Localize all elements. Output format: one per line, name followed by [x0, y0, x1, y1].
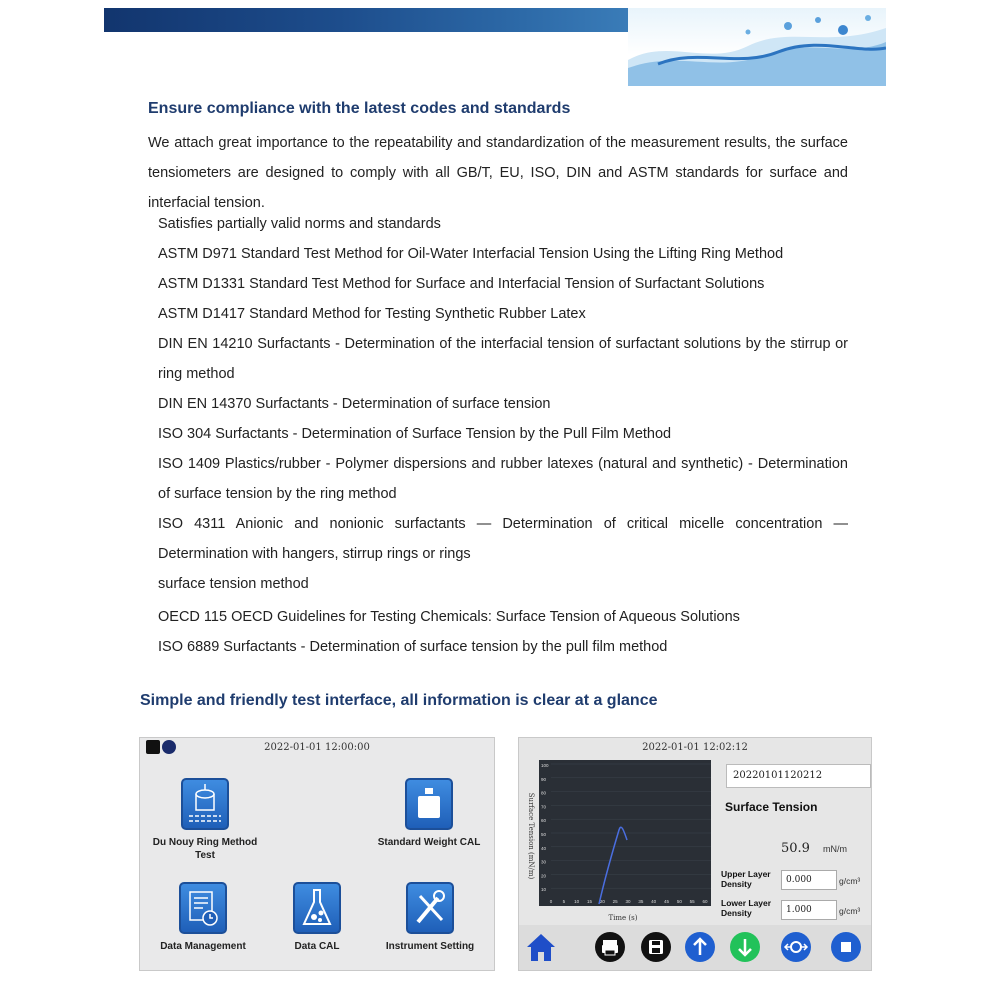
upper-density-label: Upper Layer Density	[721, 869, 771, 889]
y-tick-label: 90	[541, 776, 547, 782]
compliance-heading: Ensure compliance with the latest codes and standards	[148, 100, 571, 117]
zero-icon	[781, 932, 811, 962]
x-tick-label: 15	[586, 899, 593, 904]
y-tick-label: 70	[541, 804, 547, 810]
list-item: ASTM D1331 Standard Test Method for Surface and Interfacial Tension of Surfactant Solutions	[158, 276, 765, 292]
measure-unit: mN/m	[823, 844, 847, 854]
list-item: DIN EN 14370 Surfactants - Determination of surface tension	[158, 396, 551, 412]
tile-du-nouy-ring[interactable]	[150, 778, 260, 862]
tile-label: Instrument Setting	[385, 941, 475, 952]
arrow-up-icon	[685, 932, 715, 962]
y-tick-label: 80	[541, 790, 547, 796]
toolbar	[519, 925, 871, 970]
list-item: ISO 6889 Surfactants - Determination of surface tension by the pull film method	[158, 639, 668, 655]
list-item: ISO 304 Surfactants - Determination of Surface Tension by the Pull Film Method	[158, 426, 672, 442]
save-button[interactable]	[641, 932, 671, 962]
data-management-icon	[179, 882, 227, 934]
x-tick-label: 35	[638, 899, 644, 904]
x-tick-label: 25	[612, 899, 618, 904]
measure-value: 50.9	[781, 841, 810, 856]
x-tick-label: 10	[574, 899, 580, 904]
x-tick-label: 45	[663, 899, 670, 904]
list-item: DIN EN 14210 Surfactants - Determination of the interfacial tension of surfactant solutions by the stirrup or ring method	[158, 336, 848, 382]
y-tick-label: 30	[541, 859, 547, 865]
density-unit: g/cm³	[839, 906, 861, 916]
save-icon	[641, 932, 671, 962]
y-tick-label: 100	[541, 763, 549, 768]
list-item: ASTM D1417 Standard Method for Testing Synthetic Rubber Latex	[158, 306, 586, 322]
y-tick-label: 60	[541, 818, 547, 824]
x-tick-label: 50	[676, 899, 682, 904]
y-tick-label: 10	[541, 887, 547, 893]
interface-heading: Simple and friendly test interface, all information is clear at a glance	[140, 692, 658, 709]
y-tick-label: 40	[541, 845, 547, 851]
tile-label: Standard Weight CAL	[377, 837, 481, 848]
ring-test-icon	[181, 778, 229, 830]
tare-button[interactable]	[781, 932, 811, 962]
tile-data-management[interactable]	[144, 882, 262, 953]
tile-label: Data CAL	[294, 941, 340, 952]
list-item: OECD 115 OECD Guidelines for Testing Chemicals: Surface Tension of Aqueous Solutions	[158, 609, 740, 625]
y-axis-label: Surface Tension (mN/m)	[527, 792, 535, 880]
list-item: ASTM D971 Standard Test Method for Oil-Water Interfacial Tension Using the Lifting Ring Method	[158, 246, 784, 262]
flask-icon	[293, 882, 341, 934]
x-tick-label: 0	[549, 899, 553, 904]
stop-button[interactable]	[831, 932, 861, 962]
datetime: 2022-01-01 12:02:12	[642, 742, 748, 753]
stop-icon	[831, 932, 861, 962]
weight-icon	[405, 778, 453, 830]
sample-id-field[interactable]: 20220101120212	[726, 764, 871, 788]
home-icon[interactable]	[523, 931, 559, 963]
test-screen-screenshot	[518, 737, 872, 971]
datetime: 2022-01-01 12:00:00	[264, 742, 370, 753]
x-tick-label: 5	[562, 899, 566, 904]
list-item: Satisfies partially valid norms and standards	[158, 216, 441, 232]
water-splash-image	[628, 8, 886, 86]
x-tick-label: 60	[702, 899, 708, 904]
tile-standard-weight[interactable]	[374, 778, 484, 849]
list-item: surface tension method	[158, 576, 309, 592]
banner-bar	[104, 8, 628, 32]
list-item: ISO 4311 Anionic and nonionic surfactants — Determination of critical micelle concentration — Determination with hangers, stirrup rings or rings	[158, 516, 848, 562]
printer-icon	[595, 932, 625, 962]
lower-density-input[interactable]: 1.000	[781, 900, 837, 920]
x-tick-label: 55	[689, 899, 695, 904]
x-tick-label: 40	[651, 899, 657, 904]
lower-density-label: Lower Layer Density	[721, 898, 772, 918]
up-button[interactable]	[685, 932, 715, 962]
tile-data-cal[interactable]	[268, 882, 366, 953]
standards-list	[158, 209, 848, 599]
x-tick-label: 20	[599, 899, 605, 904]
density-unit: g/cm³	[839, 876, 861, 886]
y-tick-label: 20	[541, 873, 547, 879]
measure-label: Surface Tension	[725, 800, 818, 814]
standards-list-extra	[158, 602, 848, 662]
x-tick-label: 30	[625, 899, 631, 904]
tools-icon	[406, 882, 454, 934]
print-button[interactable]	[595, 932, 625, 962]
tile-label: Data Management	[160, 941, 246, 952]
x-axis-label: Time (s)	[608, 914, 638, 922]
compliance-paragraph: We attach great importance to the repeatability and standardization of the measurement results, the surface tensiometers are designed to comply with all GB/T, EU, ISO, DIN and ASTM standards for surface and interfacial tension.	[148, 135, 848, 211]
home-screen-screenshot	[139, 737, 495, 971]
tile-label: Du Nouy Ring Method Test	[152, 837, 258, 861]
surface-tension-chart	[523, 758, 715, 922]
header-banner	[104, 8, 886, 86]
list-item: ISO 1409 Plastics/rubber - Polymer dispersions and rubber latexes (natural and synthetic) - Determination of surface tension by the ring method	[158, 456, 848, 502]
down-button[interactable]	[730, 932, 760, 962]
y-tick-label: 50	[541, 832, 547, 837]
tile-instrument-setting[interactable]	[374, 882, 486, 953]
arrow-down-icon	[730, 932, 760, 962]
upper-density-input[interactable]: 0.000	[781, 870, 837, 890]
